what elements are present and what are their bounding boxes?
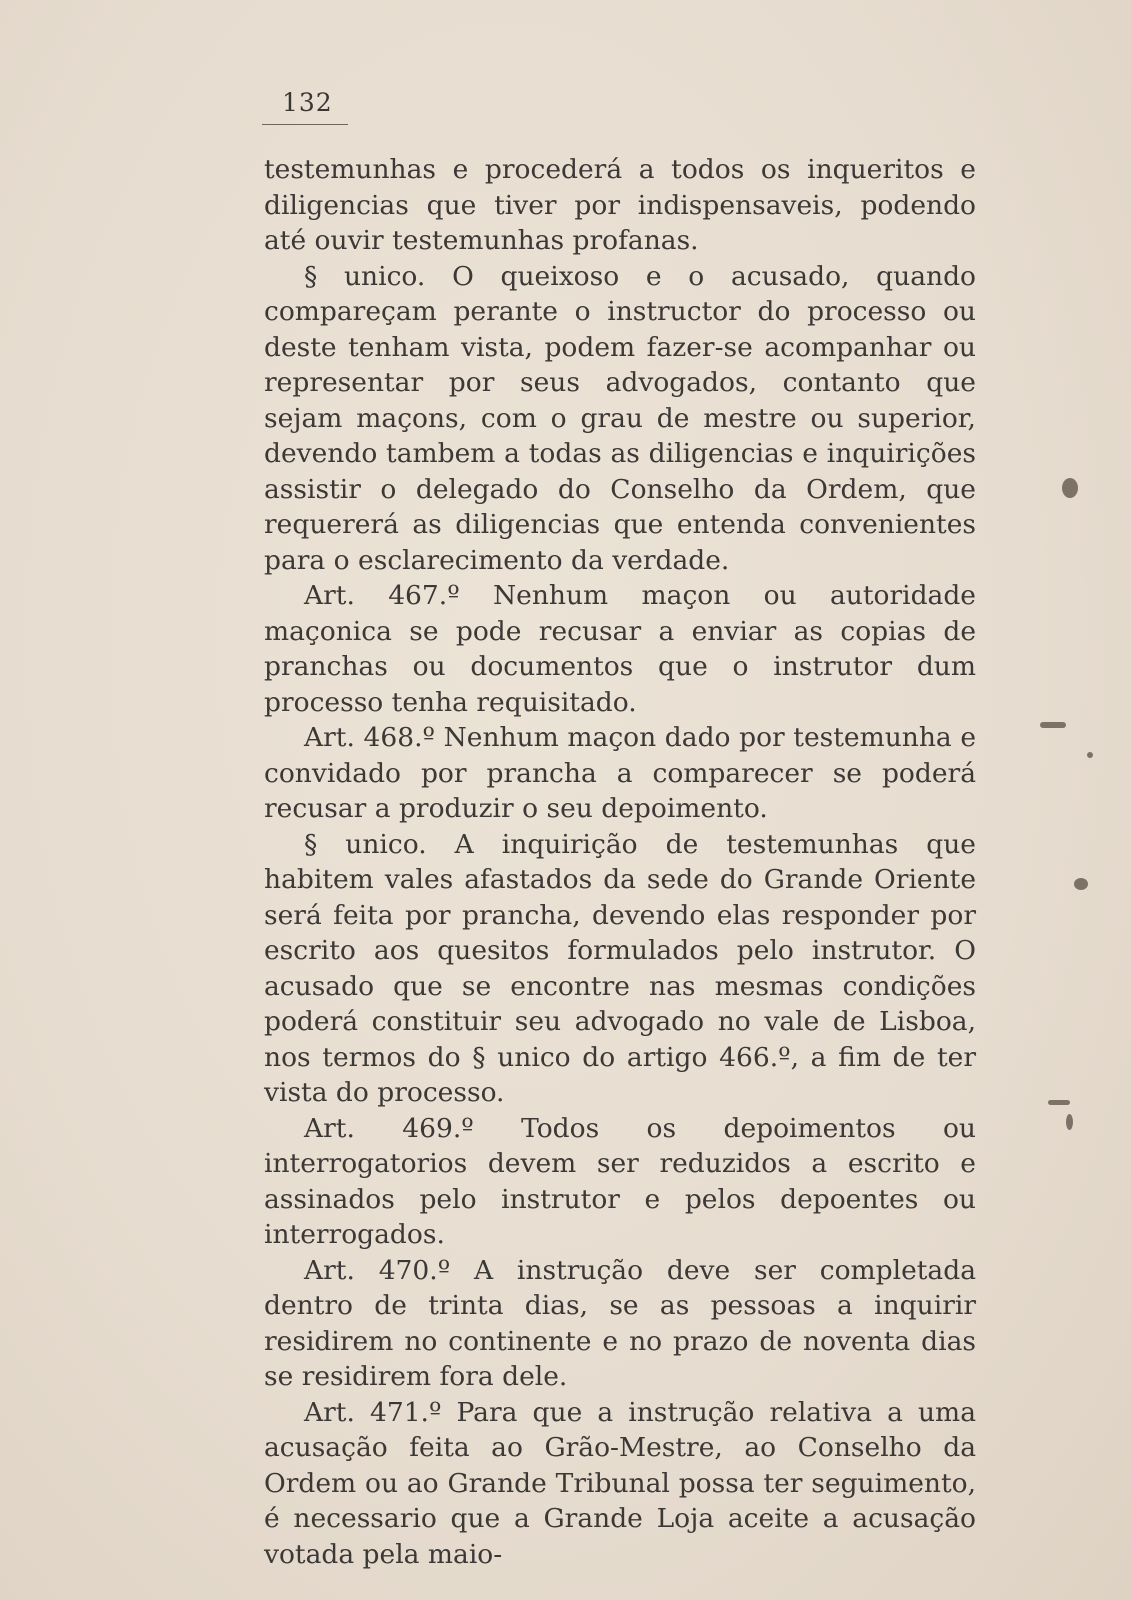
- margin-blot: [1066, 1114, 1073, 1130]
- paragraph-art-467: Art. 467.º Nenhum maçon ou autoridade maçonica se pode recusar a enviar as copias de pranchas ou documentos que o instrutor dum processo tenha requisitado.: [264, 580, 976, 718]
- paragraph-unico-468: § unico. A inquirição de testemunhas que habitem vales afastados da sede do Grande Oriente será feita por prancha, devendo elas responder por escrito aos quesitos formulados pelo instrutor. O acusado que se encontre nas mesmas condições poderá constituir seu advogado no vale de Lisboa, nos termos do § unico do artigo 466.º, a fim de ter vista do processo.: [264, 828, 976, 1108]
- paragraph-art-469: Art. 469.º Todos os depoimentos ou interrogatorios devem ser reduzidos a escrito e assinados pelo instrutor e pelos depoentes ou interrogados.: [264, 1112, 976, 1250]
- paragraph-unico-466: § unico. O queixoso e o acusado, quando compareçam perante o instructor do processo ou deste tenham vista, podem fazer-se acompanhar ou representar por seus advogados, contanto que sejam maçons, com o grau de mestre ou superior, devendo tambem a todas as diligencias e inquirições assistir o delegado do Conselho da Ordem, que requererá as diligencias que entenda convenientes para o esclarecimento da verdade.: [264, 260, 976, 576]
- header-rule: [262, 124, 348, 125]
- margin-blot: [1074, 878, 1088, 890]
- paragraph-continuation: testemunhas e procederá a todos os inqueritos e diligencias que tiver por indispensaveis, podendo até ouvir testemunhas profanas.: [264, 154, 976, 256]
- paragraph-art-471: Art. 471.º Para que a instrução relativa a uma acusação feita ao Grão-Mestre, ao Conselho da Ordem ou ao Grande Tribunal possa ter seguimento, é necessario que a Grande Loja aceite a acusação votada pela maio-: [264, 1396, 976, 1570]
- margin-blot: [1087, 752, 1093, 758]
- body-text: [264, 152, 976, 1572]
- paragraph-art-468: Art. 468.º Nenhum maçon dado por testemunha e convidado por prancha a comparecer se poderá recusar a produzir o seu depoimento.: [264, 722, 976, 824]
- margin-blot: [1048, 1100, 1070, 1105]
- margin-blot: [1040, 722, 1066, 728]
- page-number: 132: [282, 88, 333, 117]
- paragraph-art-470: Art. 470.º A instrução deve ser completada dentro de trinta dias, se as pessoas a inquirir residirem no continente e no prazo de noventa dias se residirem fora dele.: [264, 1254, 976, 1392]
- margin-blot: [1062, 478, 1078, 498]
